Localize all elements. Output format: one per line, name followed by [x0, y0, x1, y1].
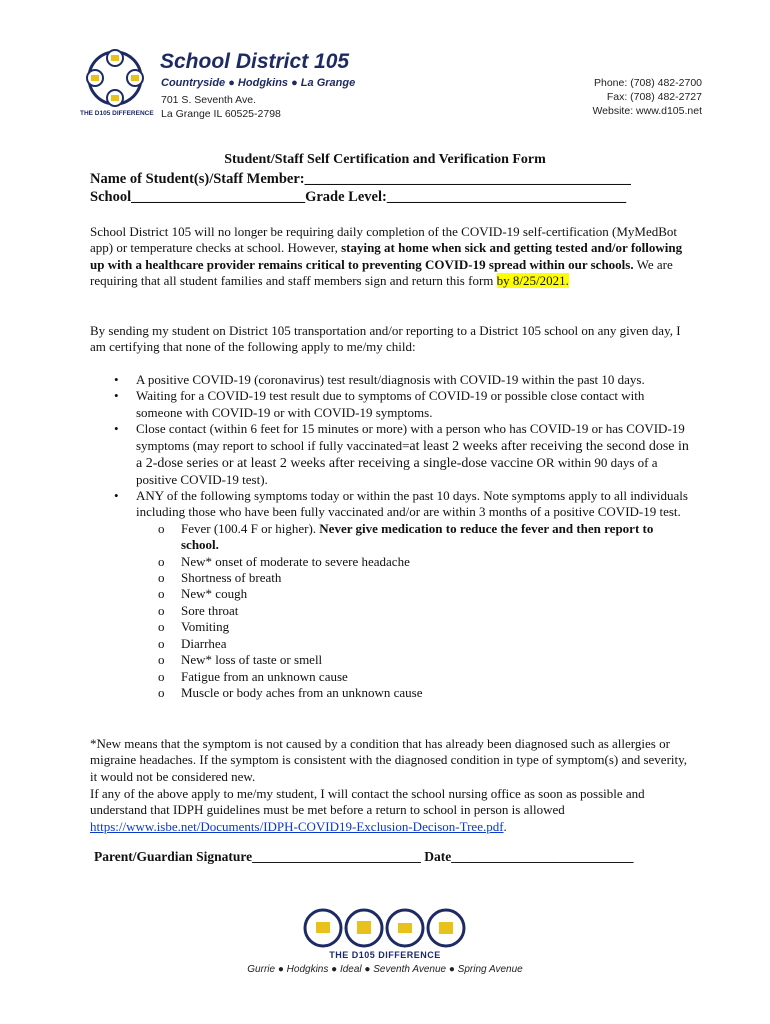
- footer-schools: Gurrie ● Hodgkins ● Ideal ● Seventh Avenue ● Spring Avenue: [247, 964, 523, 975]
- idph-guidelines-link[interactable]: https://www.isbe.net/Documents/IDPH-COVID19-Exclusion-Decison-Tree.pdf: [90, 818, 504, 834]
- intro-emphasis: staying at home when sick and getting tested and/or following up with a healthcare provider remains critical to preventing COVID-19 spread within our schools.: [90, 240, 683, 272]
- condition-waiting-test: Waiting for a COVID-19 test result due to symptoms of COVID-19 or possible close contact with someone with COVID-19 or with COVID-19 symptoms.: [136, 388, 645, 420]
- symptom-item: [136, 669, 690, 685]
- symptom-headache: New* onset of moderate to severe headache: [181, 553, 410, 569]
- symptom-aches: Muscle or body aches from an unknown cause: [181, 684, 423, 700]
- symptom-vomiting: Vomiting: [181, 619, 230, 635]
- new-symptom-footnote: *New means that the symptom is not caused by a condition that has already been diagnosed such as allergies or migraine headaches. If the symptom is consistent with the diagnosed condition in type of symptom(s) and severity, it would not be considered new.: [90, 736, 688, 784]
- condition-positive-test: A positive COVID-19 (coronavirus) test result/diagnosis with COVID-19 within the past 10 days.: [136, 372, 645, 387]
- footer-tagline: THE D105 DIFFERENCE: [329, 950, 441, 960]
- list-item: [90, 421, 690, 488]
- symptom-item: [136, 521, 690, 554]
- sub-bullet: o: [158, 652, 165, 668]
- symptom-item: [136, 619, 690, 635]
- sub-bullet: o: [158, 619, 165, 635]
- symptom-breath: Shortness of breath: [181, 570, 282, 586]
- close-contact-text-2: at least 2 weeks after receiving the second dose in a 2-dose series or at least 2 weeks after receiving a single-dose vaccine: [136, 438, 689, 471]
- signature-date-field[interactable]: Parent/Guardian Signature_________________________ Date___________________________: [94, 849, 634, 864]
- attestation-end: .: [503, 818, 507, 834]
- condition-symptoms: ANY of the following symptoms today or within the past 10 days. Note symptoms apply to all individuals including those who have been fully vaccinated and/or are within 3 months of a positive COVID-19 test.: [136, 488, 688, 520]
- bullet: •: [114, 488, 119, 504]
- intro-text-1: School District 105 will no longer be requiring daily completion of the COVID-19 self-certification (MyMedBot app) or temperature checks at school. However,: [90, 224, 678, 256]
- district-towns: Countryside ● Hodgkins ● La Grange: [161, 77, 356, 89]
- sub-bullet: o: [158, 586, 165, 602]
- sub-bullet: o: [158, 553, 165, 569]
- fax-number: Fax: (708) 482-2727: [606, 91, 702, 103]
- bullet: •: [114, 421, 119, 437]
- symptom-taste-smell: New* loss of taste or smell: [181, 652, 323, 668]
- list-item: [90, 372, 690, 388]
- bullet: •: [114, 372, 119, 387]
- school-seal-icon: [428, 910, 464, 946]
- website: Website: www.d105.net: [592, 105, 702, 117]
- symptom-item: [136, 586, 690, 602]
- sub-bullet: o: [158, 635, 165, 651]
- phone-number: Phone: (708) 482-2700: [594, 77, 702, 89]
- condition-close-contact: [136, 421, 689, 486]
- deadline-highlight: by 8/25/2021.: [496, 273, 569, 289]
- symptom-item: [136, 570, 690, 586]
- symptom-item: [136, 652, 690, 668]
- form-title: Student/Staff Self Certification and Verification Form: [224, 152, 546, 167]
- bullet: •: [114, 388, 119, 404]
- logo-tagline: THE D105 DIFFERENCE: [80, 110, 154, 117]
- school-seal-icon: [387, 910, 423, 946]
- intro-text-2: We are requiring that all student families and staff members sign and return this form: [90, 256, 673, 289]
- sub-bullet: o: [158, 602, 165, 618]
- address-line-2: La Grange IL 60525-2798: [161, 108, 281, 120]
- school-grade-field[interactable]: School________________________Grade Level:_________________________________: [90, 189, 627, 205]
- school-seal-icon: [305, 910, 341, 946]
- sub-bullet: o: [158, 570, 165, 586]
- school-seal-icon: [346, 910, 382, 946]
- fever-warning: Never give medication to reduce the fever and then report to school.: [181, 520, 654, 553]
- symptom-item: [136, 554, 690, 570]
- close-contact-text-1: Close contact (within 6 feet for 15 minutes or more) with a person who has COVID-19 or has COVID-19 symptoms (may report to school if fully vaccinated=: [136, 421, 685, 453]
- symptom-item: [136, 685, 690, 701]
- attestation-text: If any of the above apply to me/my student, I will contact the school nursing office as soon as possible and understand that IDPH guidelines must be met before a return to school in person is allowed: [90, 786, 645, 818]
- address-line-1: 701 S. Seventh Ave.: [161, 94, 256, 106]
- symptom-sore-throat: Sore throat: [181, 602, 239, 618]
- close-contact-text-3: OR within 90 days of a positive COVID-19 test).: [136, 454, 658, 487]
- certify-paragraph: By sending my student on District 105 transportation and/or reporting to a District 105 school on any given day, I am certifying that none of the following apply to me/my child:: [90, 323, 681, 355]
- district-name: School District 105: [160, 50, 350, 73]
- school-logos: [303, 906, 467, 950]
- symptom-item: [136, 636, 690, 652]
- name-field[interactable]: Name of Student(s)/Staff Member:_____________________________________________: [90, 171, 631, 187]
- symptom-item: [136, 603, 690, 619]
- list-item: [90, 488, 690, 701]
- intro-paragraph: [90, 224, 690, 290]
- symptom-cough: New* cough: [181, 586, 248, 602]
- symptoms-list: [136, 521, 690, 701]
- list-item: [90, 388, 690, 421]
- sub-bullet: o: [158, 668, 165, 684]
- conditions-list: [90, 372, 690, 701]
- symptom-fever: Fever (100.4 F or higher).: [181, 520, 320, 536]
- symptom-diarrhea: Diarrhea: [181, 635, 227, 651]
- sub-bullet: o: [158, 520, 165, 536]
- symptom-fatigue: Fatigue from an unknown cause: [181, 668, 348, 684]
- sub-bullet: o: [158, 684, 165, 700]
- attestation-paragraph: [90, 786, 690, 835]
